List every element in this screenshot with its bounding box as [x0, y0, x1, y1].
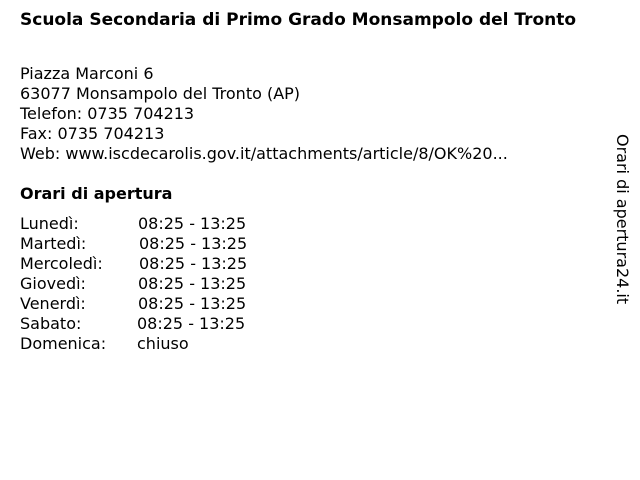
day-label: Martedì:	[20, 234, 87, 253]
day-label: Giovedì:	[20, 274, 86, 293]
day-label: Domenica:	[20, 334, 107, 353]
day-label: Venerdì:	[20, 294, 86, 313]
day-label: Sabato:	[20, 314, 82, 333]
day-label: Mercoledì:	[20, 254, 103, 273]
hours-value: 08:25 - 13:25	[138, 274, 247, 293]
hours-row-saturday	[20, 314, 247, 334]
hours-row-monday	[20, 214, 247, 234]
website-link: Web: www.iscdecarolis.gov.it/attachments/article/8/OK%20...	[20, 144, 508, 163]
hours-value: chiuso	[137, 334, 189, 353]
opening-hours-heading: Orari di apertura	[20, 184, 173, 203]
site-watermark: Orari di apertura24.it	[613, 134, 632, 305]
opening-hours-table	[20, 214, 247, 354]
hours-row-wednesday	[20, 254, 247, 274]
hours-row-thursday	[20, 274, 247, 294]
hours-row-tuesday	[20, 234, 247, 254]
page-title: Scuola Secondaria di Primo Grado Monsampolo del Tronto	[20, 10, 577, 30]
address-street: Piazza Marconi 6	[20, 64, 154, 83]
hours-value: 08:25 - 13:25	[138, 214, 247, 233]
hours-value: 08:25 - 13:25	[137, 314, 246, 333]
hours-row-sunday	[20, 334, 247, 354]
hours-value: 08:25 - 13:25	[139, 234, 248, 253]
day-label: Lunedì:	[20, 214, 79, 233]
address-city: 63077 Monsampolo del Tronto (AP)	[20, 84, 301, 103]
hours-value: 08:25 - 13:25	[138, 294, 247, 313]
phone-number: Telefon: 0735 704213	[20, 104, 195, 123]
hours-row-friday	[20, 294, 247, 314]
hours-value: 08:25 - 13:25	[139, 254, 248, 273]
address-block	[20, 64, 508, 164]
fax-number: Fax: 0735 704213	[20, 124, 165, 143]
